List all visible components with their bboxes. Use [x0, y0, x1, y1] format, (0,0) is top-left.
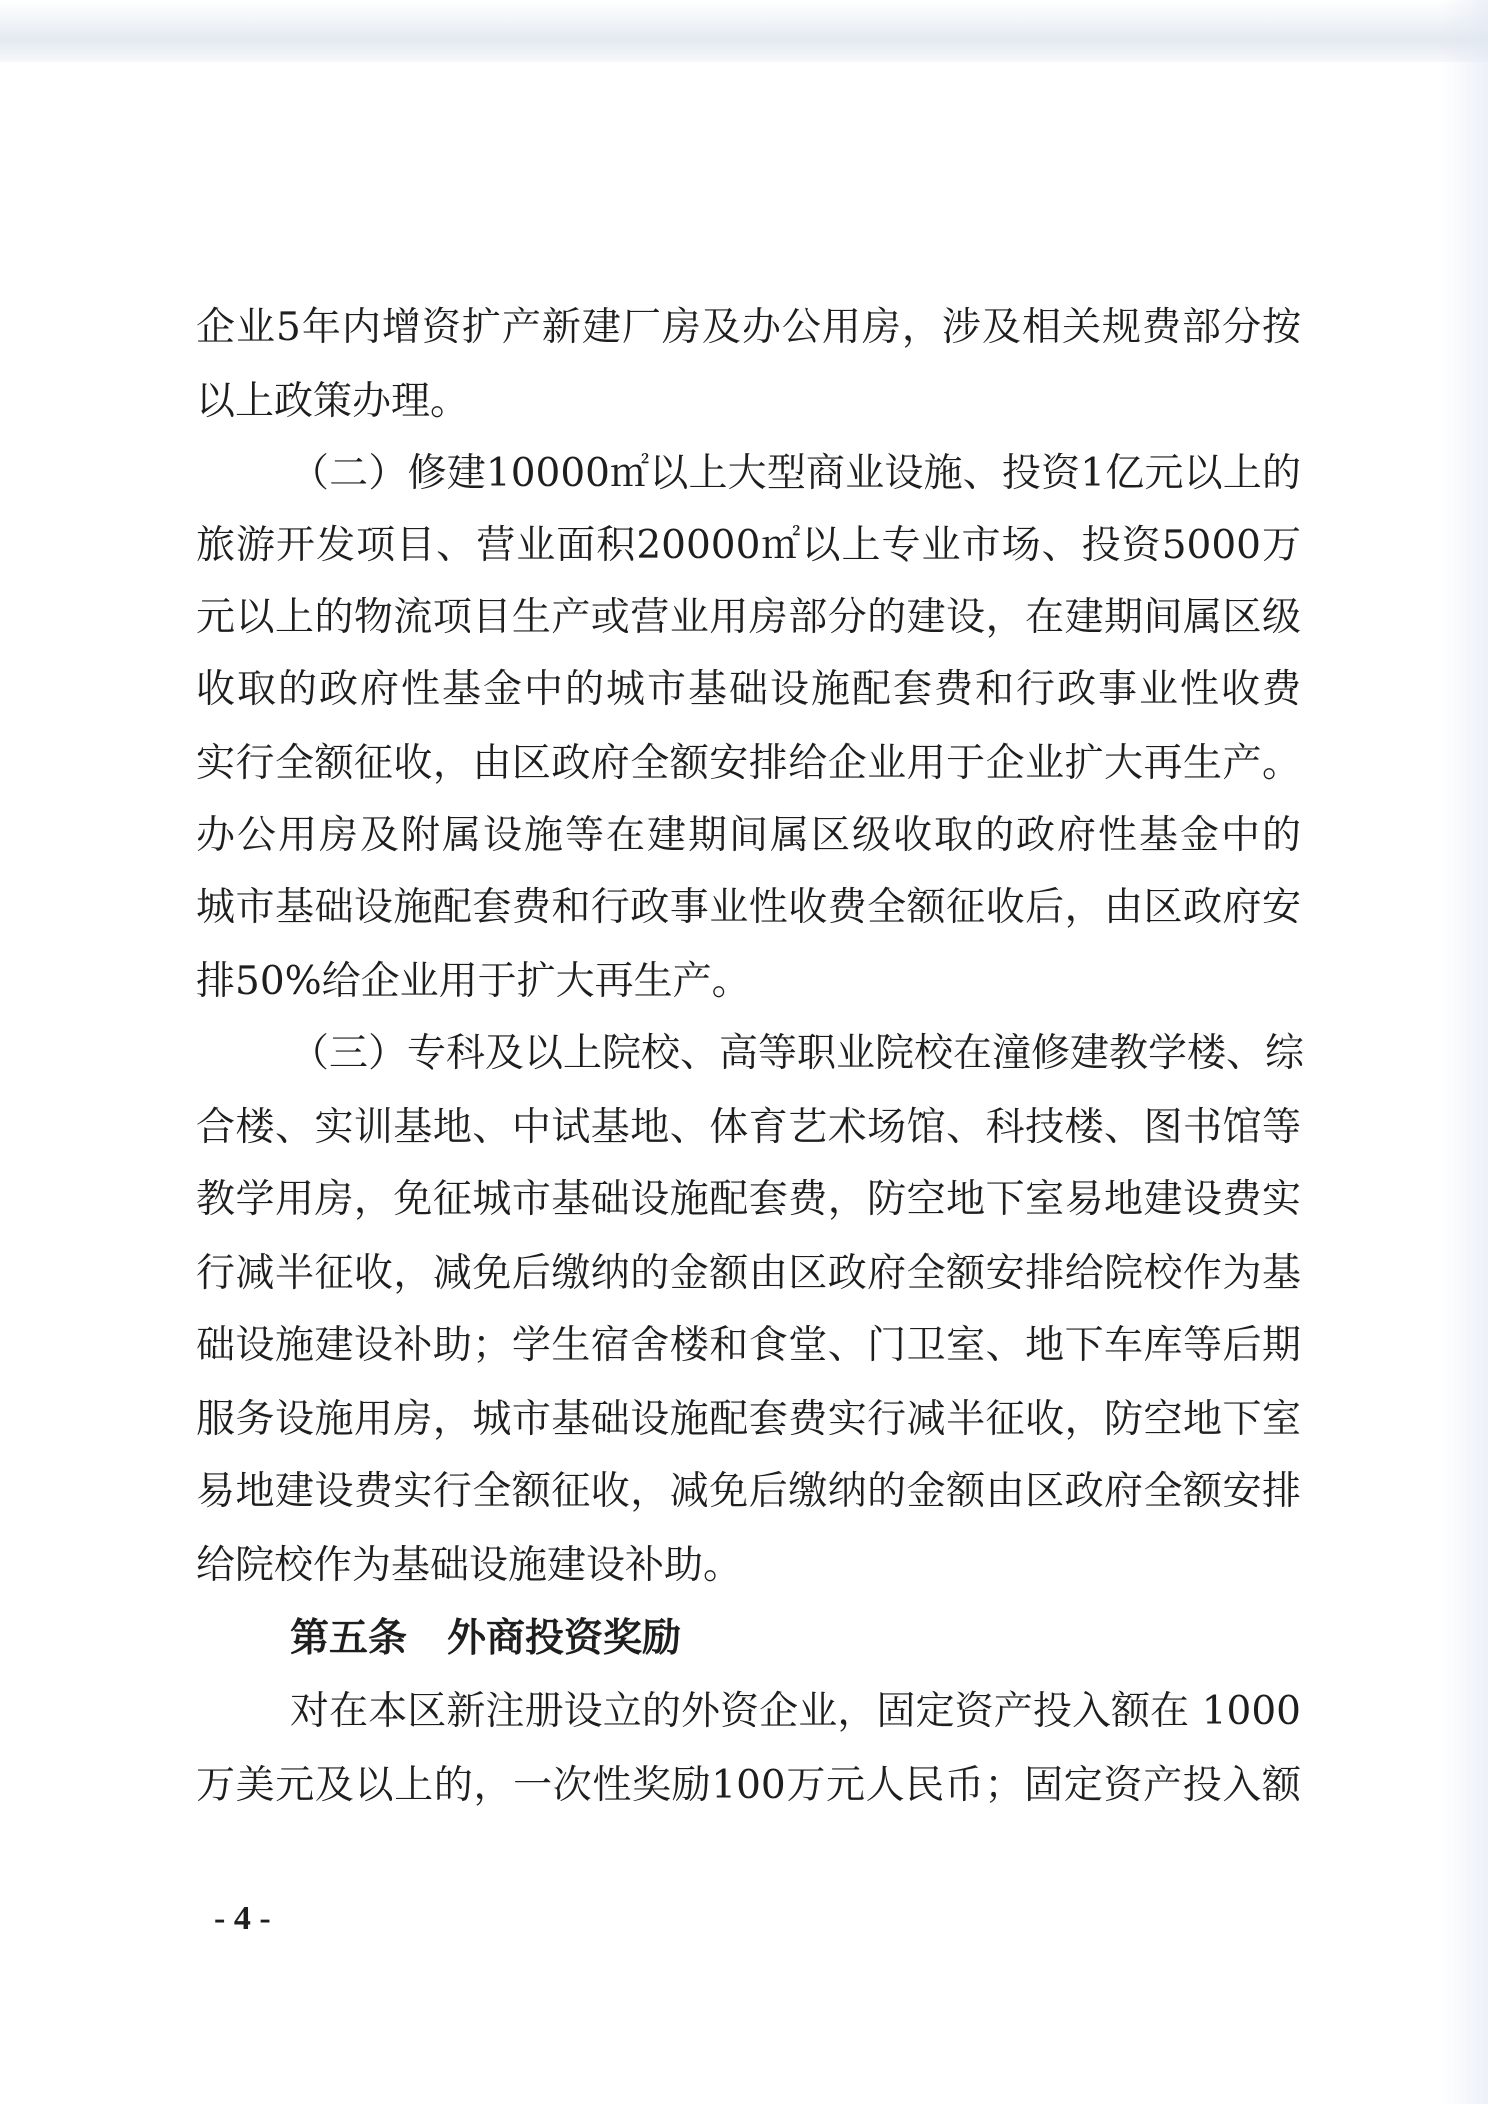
text-line: 给院校作为基础设施建设补助。	[196, 1543, 743, 1588]
text-line: 办公用房及附属设施等在建期间属区级收取的政府性基金中的	[196, 813, 1301, 858]
text-line: 行减半征收，减免后缴纳的金额由区政府全额安排给院校作为基	[196, 1251, 1301, 1296]
page-number: - 4 -	[214, 1900, 271, 1937]
text-line: 以上政策办理。	[196, 379, 470, 424]
text-line: 旅游开发项目、营业面积20000㎡以上专业市场、投资5000万	[196, 523, 1301, 568]
text-line: 教学用房，免征城市基础设施配套费，防空地下室易地建设费实	[196, 1177, 1301, 1222]
text-line: 万美元及以上的，一次性奖励100万元人民币；固定资产投入额	[196, 1763, 1301, 1808]
text-line: 实行全额征收，由区政府全额安排给企业用于企业扩大再生产。	[196, 741, 1301, 786]
text-line: 服务设施用房，城市基础设施配套费实行减半征收，防空地下室	[196, 1397, 1301, 1442]
text-line: 排50%给企业用于扩大再生产。	[196, 959, 751, 1004]
text-line: 础设施建设补助；学生宿舍楼和食堂、门卫室、地下车库等后期	[196, 1323, 1301, 1368]
text-line: 收取的政府性基金中的城市基础设施配套费和行政事业性收费	[196, 667, 1301, 712]
text-line: 对在本区新注册设立的外资企业，固定资产投入额在 1000	[290, 1689, 1301, 1734]
article-title: 外商投资奖励	[447, 1615, 682, 1661]
text-line: 合楼、实训基地、中试基地、体育艺术场馆、科技楼、图书馆等	[196, 1105, 1301, 1150]
article-heading	[290, 1612, 681, 1664]
text-line: 企业5年内增资扩产新建厂房及办公用房，涉及相关规费部分按	[196, 305, 1301, 350]
article-number: 第五条	[290, 1615, 408, 1661]
text-line: 易地建设费实行全额征收，减免后缴纳的金额由区政府全额安排	[196, 1469, 1301, 1514]
text-line: （三）专科及以上院校、高等职业院校在潼修建教学楼、综	[290, 1031, 1305, 1076]
text-line: 元以上的物流项目生产或营业用房部分的建设，在建期间属区级	[196, 595, 1301, 640]
text-line: （二）修建10000㎡以上大型商业设施、投资1亿元以上的	[290, 451, 1301, 496]
text-line: 城市基础设施配套费和行政事业性收费全额征收后，由区政府安	[196, 885, 1301, 930]
